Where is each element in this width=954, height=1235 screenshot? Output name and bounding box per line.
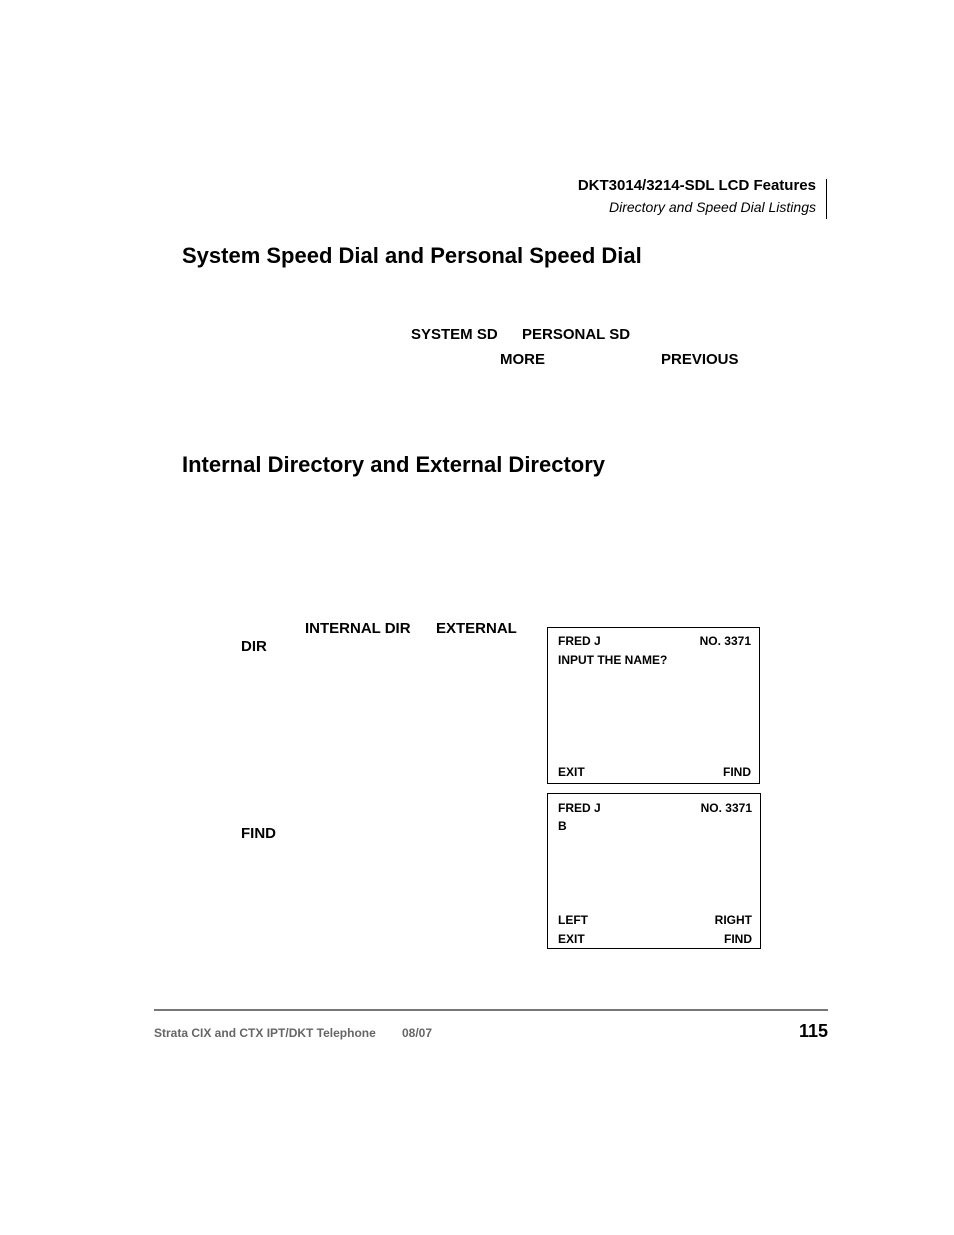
lcd-name: FRED J <box>558 634 601 648</box>
running-header-subtitle: Directory and Speed Dial Listings <box>609 199 816 215</box>
running-header-title: DKT3014/3214-SDL LCD Features <box>577 177 816 194</box>
lcd-softkey-right: RIGHT <box>714 913 752 927</box>
lcd-softkey-exit: EXIT <box>558 765 585 779</box>
lcd-number: NO. 3371 <box>699 634 751 648</box>
lcd-prompt: INPUT THE NAME? <box>558 653 668 667</box>
footer-date: 08/07 <box>402 1026 433 1040</box>
keyword-system-sd: SYSTEM SD <box>411 326 498 343</box>
footer-rule <box>154 1009 828 1011</box>
section-heading-speed-dial: System Speed Dial and Personal Speed Dial <box>182 243 642 268</box>
lcd-display-find <box>547 793 761 949</box>
keyword-find: FIND <box>241 825 276 842</box>
lcd-display-name-input <box>547 627 760 784</box>
keyword-more: MORE <box>500 351 545 368</box>
page-number: 115 <box>798 1021 828 1041</box>
lcd-input-text: B <box>558 819 567 833</box>
lcd-softkey-find: FIND <box>723 765 751 779</box>
keyword-dir: DIR <box>241 638 267 655</box>
lcd-name: FRED J <box>558 801 601 815</box>
footer-title: Strata CIX and CTX IPT/DKT Telephone <box>154 1026 376 1040</box>
lcd-softkey-exit: EXIT <box>558 932 585 946</box>
keyword-personal-sd: PERSONAL SD <box>522 326 631 343</box>
lcd-softkey-find: FIND <box>724 932 752 946</box>
header-rule <box>826 179 827 219</box>
keyword-previous: PREVIOUS <box>661 351 739 368</box>
lcd-number: NO. 3371 <box>700 801 752 815</box>
keyword-internal-dir: INTERNAL DIR <box>305 620 411 637</box>
section-heading-directory: Internal Directory and External Directory <box>182 452 606 477</box>
lcd-softkey-left: LEFT <box>558 913 588 927</box>
keyword-external: EXTERNAL <box>436 620 517 637</box>
